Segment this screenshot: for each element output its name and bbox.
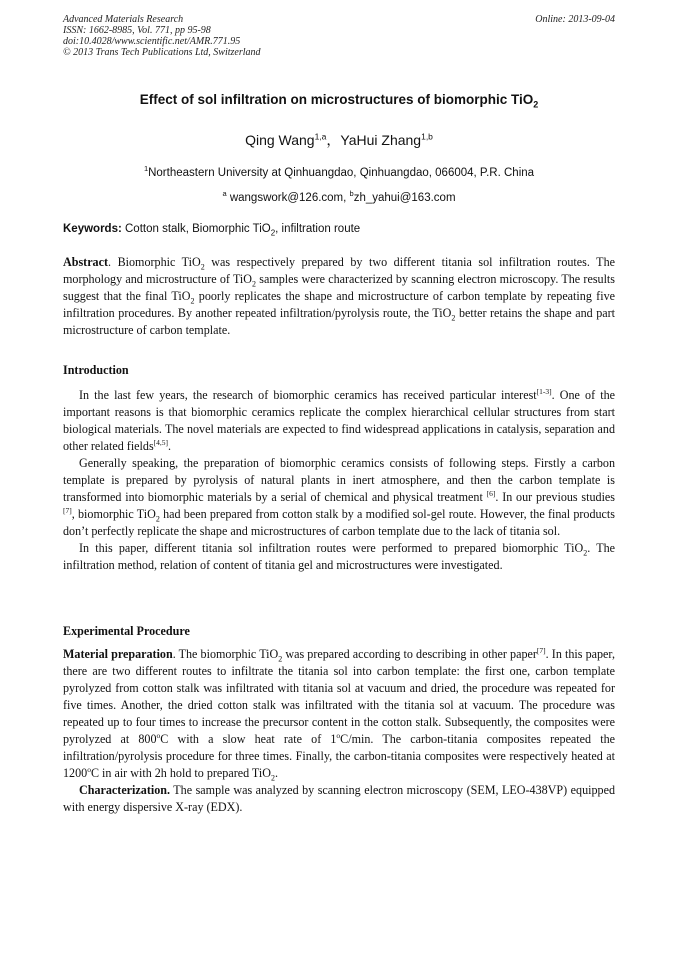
email-line <box>0 189 678 204</box>
intro-p2-text-2: . In our previous studies <box>495 490 616 504</box>
keywords-sub: 2 <box>270 228 276 238</box>
abstract-text-5: better retains the shape and part microstructure of carbon template. <box>63 306 616 337</box>
intro-p3-text-1: In this paper, different titania sol infiltration routes were performed to prepared biomorphic TiO <box>79 541 584 555</box>
journal-header <box>63 14 615 58</box>
title-subscript: 2 <box>533 99 539 110</box>
intro-p1-text-1: In the last few years, the research of biomorphic ceramics has received particular interest <box>79 388 537 402</box>
material-preparation-label: Material preparation <box>63 647 173 661</box>
abstract-text-4: poorly replicates the shape and microstructure of carbon template by repeating five infiltration procedures. By another repeated infiltration/pyrolysis route, the TiO <box>63 289 615 320</box>
material-preparation-paragraph <box>63 646 615 782</box>
doi-line[interactable]: doi:10.4028/www.scientific.net/AMR.771.95 <box>63 36 241 47</box>
abstract <box>63 254 615 339</box>
title-text: Effect of sol infiltration on microstructures of biomorphic TiO <box>139 92 534 107</box>
online-date: Online: 2013-09-04 <box>535 14 615 25</box>
mp-sub-2: 2 <box>271 773 275 783</box>
mp-text-5: C/min. The carbon-titania composites repeated the infiltration/pyrolysis procedure for three times. Finally, the carbon-titania composites were respectively heated at 1200 <box>63 732 615 780</box>
citation-7b[interactable]: [7] <box>536 645 546 655</box>
experimental-heading: Experimental Procedure <box>63 624 190 638</box>
abstract-text-2: was respectively prepared by two different titania sol infiltration routes. The morphology and microstructure of TiO <box>63 255 615 286</box>
mp-text-3: . In this paper, there are two different routes to infiltrate the titania sol into carbon template: the first one, carbon template pyrolyzed from cotton stalk was infiltrated with titania sol at vacuum and dried, the procedure was repeated for five times. Another, the dried cotton stalk was infiltrated with the titania sol at vacuum. The procedure was repeated up to four times to increase the precursor content in the cotton stalk. Subsequently, the composites were pyrolyzed at 800 <box>63 647 615 746</box>
citation-1-3[interactable]: [1-3] <box>536 386 552 396</box>
issn-line: ISSN: 1662-8985, Vol. 771, pp 95-98 <box>63 25 211 36</box>
paper-title <box>0 92 678 110</box>
abstract-text-3: samples were characterized by scanning electron microscopy. The results suggest that the final TiO <box>63 272 615 303</box>
abstract-paragraph <box>63 254 615 339</box>
affiliation-text: Northeastern University at Qinhuangdao, Qinhuangdao, 066004, P.R. China <box>148 167 535 179</box>
journal-name: Advanced Materials Research <box>63 14 184 25</box>
citation-6[interactable]: [6] <box>486 488 496 498</box>
introduction-heading: Introduction <box>63 363 129 377</box>
intro-p2-text-3: , biomorphic TiO <box>71 507 156 521</box>
author-2-sup: 1,b <box>421 131 433 142</box>
email-b[interactable]: zh_yahui@163.com <box>353 192 456 204</box>
affiliation-sup: 1 <box>143 164 149 174</box>
intro-p2-sub: 2 <box>155 514 160 524</box>
intro-p1-text-2: . One of the important reasons is that biomorphic ceramics replicate the complex hierarchical cellular structures from start biological materials. The novel materials are expected to find widespread applications in catalysis, separation and other related fields <box>63 388 615 453</box>
mp-text-1: . The biomorphic TiO <box>172 647 279 661</box>
intro-p3-text-2: . The infiltration method, relation of content of titania gel and microstructures were investigated. <box>63 541 616 572</box>
author-1: Qing Wang <box>245 132 315 148</box>
characterization-label: Characterization. <box>79 783 171 797</box>
abstract-sub-3: 2 <box>190 296 195 306</box>
email-a-sup: a <box>222 189 227 199</box>
intro-paragraph-3 <box>63 540 615 574</box>
author-2: YaHui Zhang <box>340 132 422 148</box>
mp-text-2: was prepared according to describing in other paper <box>282 647 537 661</box>
mp-text-7: . <box>275 766 279 780</box>
keywords-text-2: , infiltration route <box>275 223 361 235</box>
email-b-sup: b <box>349 189 354 199</box>
email-a[interactable]: wangswork@126.com, <box>226 192 350 204</box>
abstract-sub-2: 2 <box>252 279 257 289</box>
mp-text-4: C with a slow heat rate of 1 <box>160 732 337 746</box>
introduction-section <box>63 387 615 574</box>
mp-sub-1: 2 <box>278 654 283 664</box>
abstract-sub-1: 2 <box>200 262 205 272</box>
characterization-text: The sample was analyzed by scanning electron microscopy (SEM, LEO-438VP) equipped with energy dispersive X-ray (EDX). <box>63 783 615 814</box>
abstract-sub-4: 2 <box>451 313 456 323</box>
author-list <box>0 130 678 150</box>
author-separator: ， <box>326 132 341 148</box>
intro-p3-sub: 2 <box>583 548 588 558</box>
copyright-line: © 2013 Trans Tech Publications Ltd, Switzerland <box>63 47 261 58</box>
mp-text-6: C in air with 2h hold to prepared TiO <box>90 766 271 780</box>
intro-p2-text-4: had been prepared from cotton stalk by a modified sol-gel route. However, the final products don’t perfectly replicate the shape and microstructures of carbon template due to the lack of titania sol. <box>63 507 615 538</box>
keywords <box>63 223 615 238</box>
keywords-text-1: Cotton stalk, Biomorphic TiO <box>121 223 271 235</box>
citation-7[interactable]: [7] <box>63 505 72 515</box>
intro-paragraph-1 <box>63 387 615 455</box>
keywords-label: Keywords: <box>63 223 122 235</box>
intro-p2-text-1: Generally speaking, the preparation of biomorphic ceramics consists of following steps. Firstly a carbon template is prepared by pyrolysis of natural plants in inert atmosphere, and then the carbon template is transformed into biomorphic materials by a serial of chemical and physical treatment <box>63 456 615 504</box>
degree-sup-2: o <box>336 730 341 740</box>
intro-p1-text-3: . <box>168 439 172 453</box>
citation-4-5[interactable]: [4,5] <box>153 437 169 447</box>
abstract-label: Abstract <box>63 255 109 269</box>
characterization-paragraph <box>63 782 615 816</box>
intro-paragraph-2 <box>63 455 615 540</box>
degree-sup-1: o <box>156 730 161 740</box>
degree-sup-3: o <box>87 764 91 774</box>
abstract-text-1: . Biomorphic TiO <box>108 255 201 269</box>
affiliation <box>0 164 678 179</box>
experimental-section <box>63 646 615 816</box>
author-1-sup: 1,a <box>314 131 327 142</box>
